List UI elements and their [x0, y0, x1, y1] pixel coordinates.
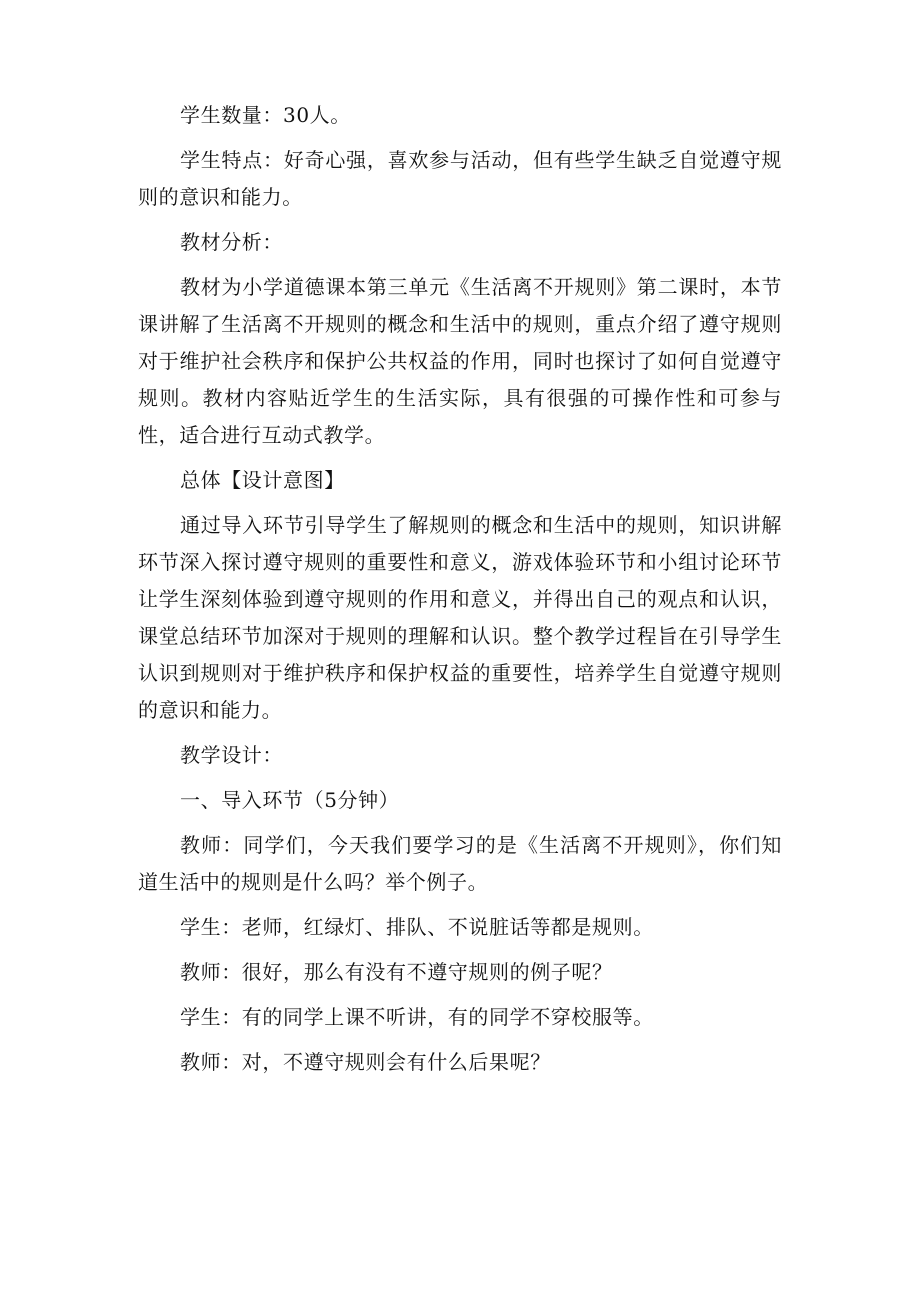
dialogue-teacher-2: 教师：很好，那么有没有不遵守规则的例子呢？ — [180, 960, 613, 984]
student-traits-paragraph: 学生特点：好奇心强，喜欢参与活动，但有些学生缺乏自觉遵守规则的意识和能力。 — [138, 148, 782, 209]
design-intent-heading: 总体【设计意图】 — [180, 468, 345, 492]
textbook-analysis-heading: 教材分析： — [180, 230, 283, 254]
dialogue-teacher-1: 教师：同学们，今天我们要学习的是《生活离不开规则》，你们知道生活中的规则是什么吗？举个例子。 — [138, 833, 782, 894]
student-count-paragraph: 学生数量：30人。 — [180, 103, 351, 127]
design-intent-paragraph: 通过导入环节引导学生了解规则的概念和生活中的规则，知识讲解环节深入探讨遵守规则的重要性和意义，游戏体验环节和小组讨论环节让学生深刻体验到遵守规则的作用和意义，并得出自己的观点和认识，课堂总结环节加深对于规则的理解和认识。整个教学过程旨在引导学生认识到规则对于维护秩序和保护权益的重要性，培养学生自觉遵守规则的意识和能力。 — [138, 513, 782, 722]
textbook-analysis-paragraph: 教材为小学道德课本第三单元《生活离不开规则》第二课时，本节课讲解了生活离不开规则的概念和生活中的规则，重点介绍了遵守规则对于维护社会秩序和保护公共权益的作用，同时也探讨了如何自觉遵守规则。教材内容贴近学生的生活实际，具有很强的可操作性和可参与性，适合进行互动式教学。 — [138, 275, 782, 447]
dialogue-teacher-3: 教师：对，不遵守规则会有什么后果呢？ — [180, 1050, 551, 1074]
teaching-design-heading: 教学设计： — [180, 743, 283, 767]
dialogue-student-1: 学生：老师，红绿灯、排队、不说脏话等都是规则。 — [180, 915, 654, 939]
intro-section-heading: 一、导入环节（5分钟） — [180, 788, 400, 812]
dialogue-student-2: 学生：有的同学上课不听讲，有的同学不穿校服等。 — [180, 1005, 654, 1029]
